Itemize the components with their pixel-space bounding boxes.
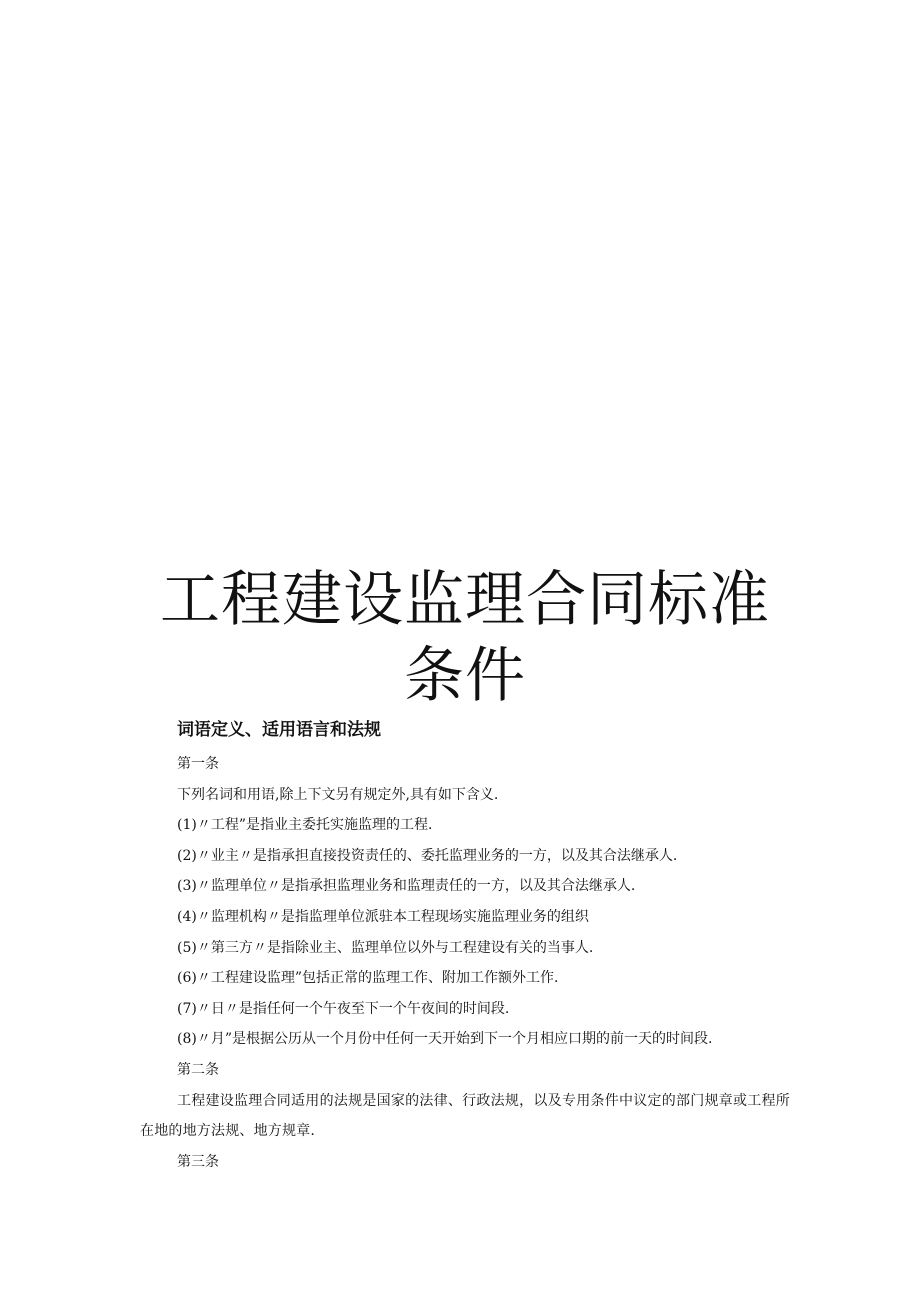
- article-3-heading: 第三条: [177, 1153, 219, 1170]
- definition-item: (8)〃月”是根据公历从一个月份中任何一天开始到下一个月相应口期的前一天的时间段.: [177, 1031, 713, 1048]
- definition-item: (3)〃监理单位〃是指承担监理业务和监理责任的一方，以及其合法继承人.: [177, 878, 636, 895]
- document-title: [140, 562, 790, 714]
- definition-item: (4)〃监理机构〃是指监理单位派驻本工程现场实施监理业务的组织: [177, 908, 589, 925]
- definition-item: (6)〃工程建设监理”包括正常的监理工作、附加工作额外工作.: [177, 970, 559, 987]
- article-1-heading: 第一条: [177, 756, 219, 772]
- document-title-line-1: 工程建设监理合同标准: [160, 565, 770, 635]
- document-body: [140, 749, 790, 1177]
- definition-item: (2)〃业主〃是指承担直接投资责任的、委托监理业务的一方，以及其合法继承人.: [177, 847, 678, 864]
- definition-item: (5)〃第三方〃是指除业主、监理单位以外与工程建设有关的当事人.: [177, 939, 594, 956]
- article-2-body: 工程建设监理合同适用的法规是国家的法律、行政法规，以及专用条件中议定的部门规章或工程所在地的地方法规、地方规章.: [140, 1092, 790, 1140]
- document-title-line-2: 条件: [404, 641, 526, 711]
- section-heading: 词语定义、适用语言和法规: [177, 720, 381, 740]
- definition-item: (7)〃日〃是指任何一个午夜至下一个午夜间的时间段.: [177, 1000, 510, 1017]
- article-2-heading: 第二条: [177, 1061, 219, 1078]
- definition-item: (1)〃工程”是指业主委托实施监理的工程.: [177, 817, 433, 834]
- article-1-intro: 下列名词和用语,除上下文另有规定外,具有如下含义.: [177, 786, 499, 803]
